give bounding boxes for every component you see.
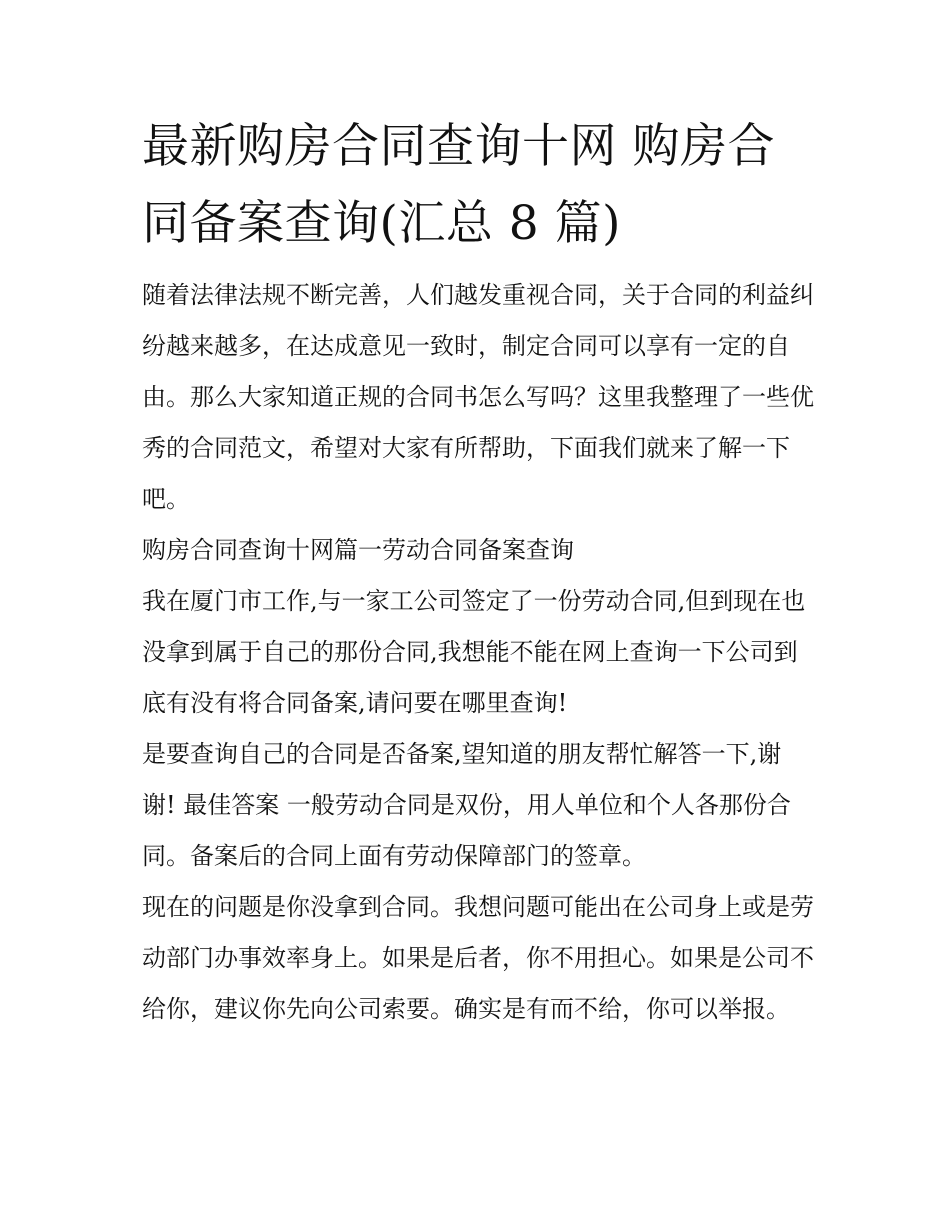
question-paragraph: 我在厦门市工作,与一家工公司签定了一份劳动合同,但到现在也没拿到属于自己的那份合同,我想能不能在网上查询一下公司到底有没有将合同备案,请问要在哪里查询!: [142, 587, 806, 717]
answer-paragraph: 是要查询自己的合同是否备案,望知道的朋友帮忙解答一下,谢谢! 最佳答案 一般劳动合同是双份，用人单位和个人各那份合同。备案后的合同上面有劳动保障部门的签章。: [142, 740, 791, 870]
document-body: [142, 108, 814, 1035]
intro-paragraph: 随着法律法规不断完善，人们越发重视合同，关于合同的利益纠纷越来越多，在达成意见一致时，制定合同可以享有一定的自由。那么大家知道正规的合同书怎么写吗？这里我整理了一些优秀的合同范文，希望对大家有所帮助，下面我们就来了解一下吧。: [142, 281, 814, 513]
section-heading: 购房合同查询十网篇一劳动合同备案查询: [142, 536, 574, 564]
advice-paragraph: 现在的问题是你没拿到合同。我想问题可能出在公司身上或是劳动部门办事效率身上。如果是后者，你不用担心。如果是公司不给你，建议你先向公司索要。确实是有而不给，你可以举报。: [142, 893, 814, 1023]
document-title: 最新购房合同查询十网 购房合同备案查询(汇总 8 篇): [142, 119, 775, 251]
